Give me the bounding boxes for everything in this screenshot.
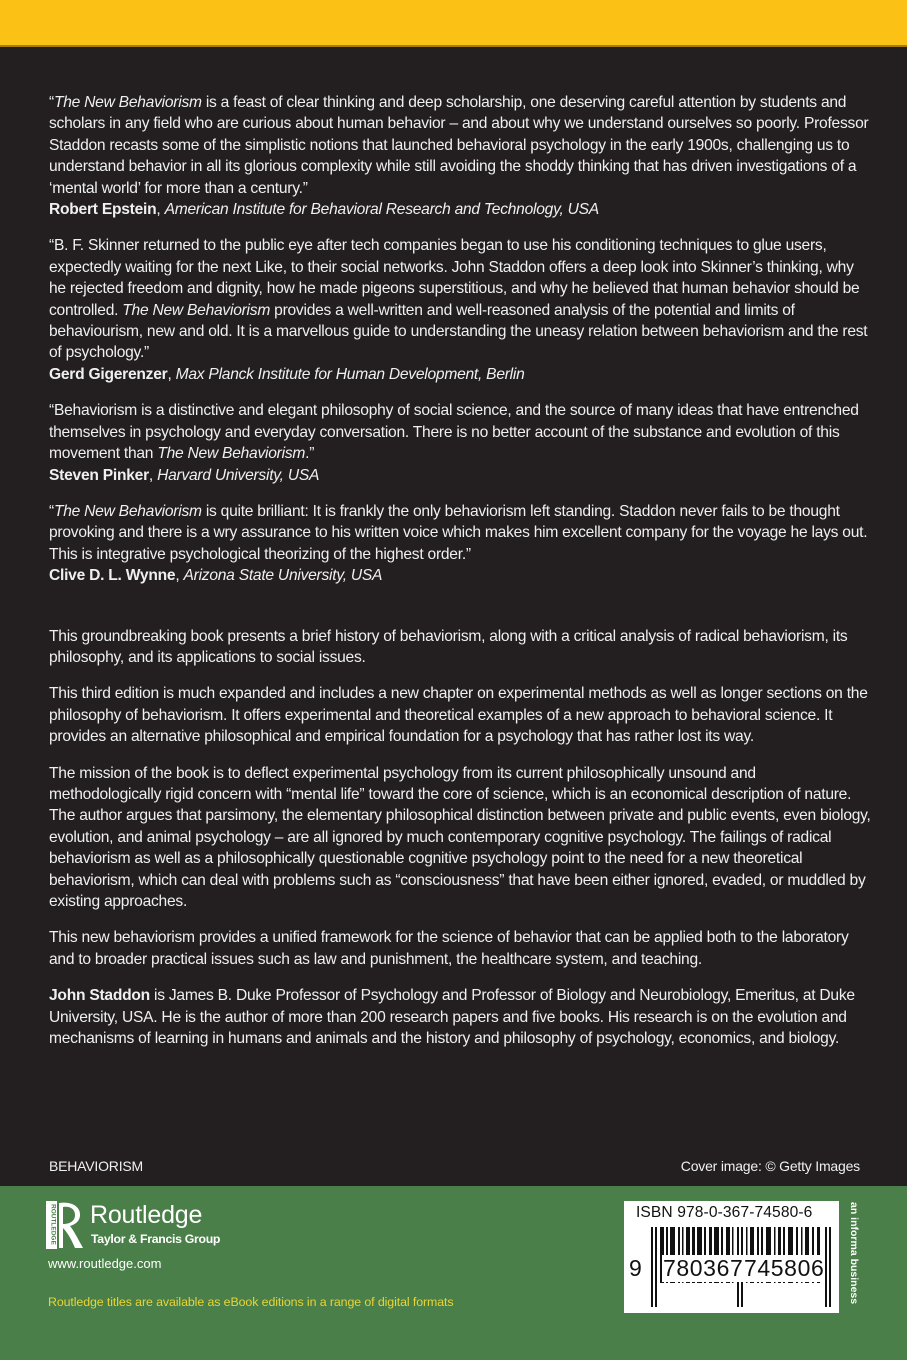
endorsement: [49, 235, 871, 385]
publisher-name: Routledge: [90, 1201, 203, 1229]
endorser-affiliation: American Institute for Behavioral Research and Technology, USA: [164, 201, 599, 219]
description-paragraph: The mission of the book is to deflect experimental psychology from its current philosophically unsound and methodologically rigid concern with “mental life” toward the core of science, which is an economical description of nature. The author argues that parsimony, the elementary philosophical distinction between private and public events, even biology, evolution, and animal psychology – are all ignored by much contemporary cognitive psychology. The failings of radical behaviorism as well as a philosophically questionable cognitive psychology point to the need for a new theoretical behaviorism, which can deal with problems such as “consciousness” that have been either ignored, evaded, or muddled by existing approaches.: [49, 764, 871, 910]
ebook-availability-note: Routledge titles are available as eBook editions in a range of digital formats: [48, 1295, 454, 1309]
endorsement-text: “Behaviorism is a distinctive and elegant philosophy of social science, and the source of many ideas that have entrenched themselves in psychology and everyday conversation. There is no better account of the substance and evolution of this movement than: [49, 402, 859, 463]
book-title: The New Behaviorism: [157, 445, 306, 463]
endorser-name: Robert Epstein: [49, 201, 157, 219]
isbn-label: ISBN 978-0-367-74580-6: [636, 1204, 813, 1221]
endorsement: “The New Behaviorism is quite brilliant: It is frankly the only behaviorism left standing. Staddon never fails to be thought provoking and there is a wry assurance to his written voice which makes him excellent company for the voyage he lays out. This is integrative psychological theorizing of the highest order.” Clive D. L. Wynne, Arizona State University, USA: [49, 501, 871, 587]
description-paragraph: This new behaviorism provides a unified framework for the science of behavior that can be applied both to the laboratory and to broader practical issues such as law and punishment, the healthcare system, and teaching.: [49, 929, 849, 968]
endorsement-attribution: Steven Pinker, Harvard University, USA: [49, 466, 320, 484]
endorsement: “The New Behaviorism is a feast of clear thinking and deep scholarship, one deserving careful attention by students and scholars in any field who are curious about human behavior – and about why we understand ourselves so poorly. Professor Staddon recasts some of the simplistic notions that launched behavioral psychology in the early 1900s, challenging us to understand behavior in all its glorious complexity while still avoiding the shoddy thinking that has driven investigations of a ‘mental world’ for more than a century.” Robert Epstein, American Institute for Behavioral Research and Technology, USA: [49, 92, 871, 220]
logo-vertical-text: ROUTLEDGE: [49, 1204, 57, 1245]
book-title: The New Behaviorism: [53, 502, 202, 520]
publisher-group: Taylor & Francis Group: [91, 1232, 221, 1246]
endorser-affiliation: Harvard University, USA: [157, 466, 320, 484]
endorser-name: Steven Pinker: [49, 466, 149, 484]
back-cover-text: [49, 92, 871, 1064]
endorsement: [49, 400, 871, 486]
book-title: The New Behaviorism: [122, 301, 271, 319]
top-color-band: [0, 0, 907, 47]
endorsement-attribution: Gerd Gigerenzer, Max Planck Institute for Human Development, Berlin: [49, 365, 525, 383]
endorser-name: Gerd Gigerenzer: [49, 365, 168, 383]
subject-credit-row: [49, 1158, 860, 1174]
endorser-affiliation: Arizona State University, USA: [183, 567, 383, 585]
isbn-barcode: [624, 1201, 839, 1313]
endorsement-text: .”: [305, 445, 315, 463]
endorser-affiliation: Max Planck Institute for Human Development, Berlin: [175, 365, 525, 383]
endorsement-text: provides a well-written and well-reasoned analysis of the potential and limits of behaviourism, new and old. It is a marvellous guide to understanding the uneasy relation between behaviorism and the rest of psychology.”: [49, 301, 868, 362]
endorsement-text: “B. F. Skinner returned to the public eye after tech companies began to use his conditioning techniques to glue users, expectedly waiting for the next Like, to their social networks. John Staddon offers a deep look into Skinner’s thinking, why he rejected freedom and dignity, how he made pigeons superstitious, and why he believed that human behavior should be controlled.: [49, 237, 860, 319]
author-bio-text: is James B. Duke Professor of Psychology and Professor of Biology and Neurobiology, Emeritus, at Duke University, USA. He is the author of more than 200 research papers and five books. His research is on the evolution and mechanisms of learning in humans and animals and the history and philosophy of psychology, economics, and biology.: [49, 987, 855, 1048]
description-paragraph: This third edition is much expanded and includes a new chapter on experimental methods as well as longer sections on the philosophy of behaviorism. It offers experimental and theoretical examples of a new approach to behavioral science. It provides an alternative philosophical and empirical foundation for a psychology that has rather lost its way.: [49, 685, 868, 746]
author-name: John Staddon: [49, 987, 150, 1005]
barcode-digits-group2: 745806: [744, 1255, 825, 1281]
barcode-digits-group1: 780367: [663, 1255, 744, 1281]
description-paragraph: This groundbreaking book presents a brief history of behaviorism, along with a critical analysis of radical behaviorism, its philosophy, and its applications to social issues.: [49, 627, 848, 666]
publisher-website[interactable]: www.routledge.com: [48, 1256, 162, 1271]
endorsement-text: is a feast of clear thinking and deep scholarship, one deserving careful attention by students and scholars in any field who are curious about human behavior – and about why we understand ourselves so poorly. Professor Staddon recasts some of the simplistic notions that launched behavioral psychology in the early 1900s, challenging us to understand behavior in all its glorious complexity while still avoiding the shoddy thinking that has driven investigations of a ‘mental world’ for more than a century.”: [49, 94, 869, 197]
subject-category: BEHAVIORISM: [49, 1158, 144, 1174]
book-title: The New Behaviorism: [53, 94, 202, 111]
endorsement-attribution: Clive D. L. Wynne, Arizona State University, USA: [49, 567, 383, 585]
cover-image-credit: Cover image: © Getty Images: [680, 1158, 860, 1174]
endorsement-attribution: Robert Epstein, American Institute for Behavioral Research and Technology, USA: [49, 201, 599, 219]
barcode-digits: [624, 1255, 839, 1285]
informa-business-label: an informa business: [848, 1202, 860, 1305]
barcode-digit-first: 9: [629, 1255, 642, 1281]
author-bio: [49, 985, 871, 1049]
endorser-name: Clive D. L. Wynne: [49, 567, 176, 585]
routledge-r-logo-icon: [46, 1201, 84, 1249]
endorsement-text: is quite brilliant: It is frankly the only behaviorism left standing. Staddon never fails to be thought provoking and there is a wry assurance to his written voice which makes him excellent company for the voyage he lays out. This is integrative psychological theorizing of the highest order.”: [49, 502, 868, 563]
